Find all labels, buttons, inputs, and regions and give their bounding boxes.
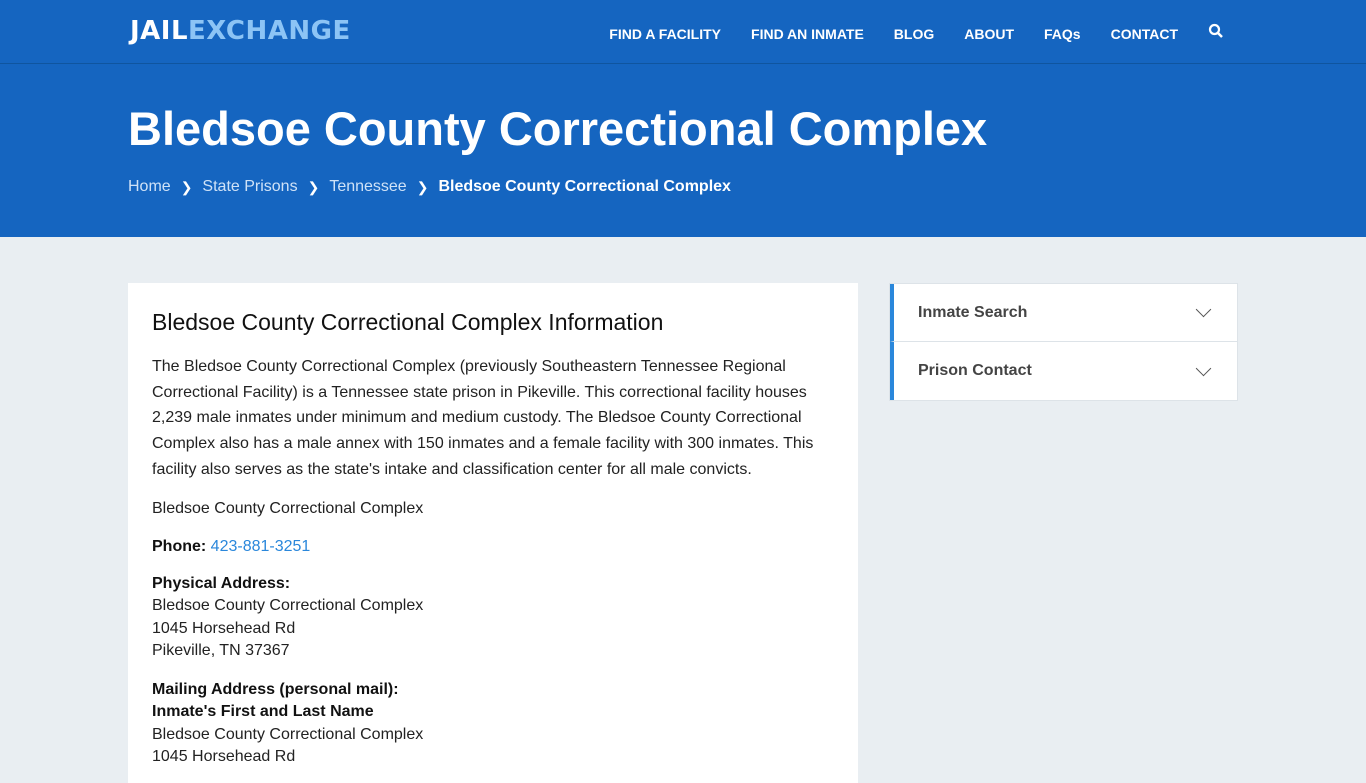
facility-info-card: [128, 283, 858, 783]
accordion-prison-contact[interactable]: [890, 342, 1237, 400]
mailing-address-label: Mailing Address (personal mail):: [152, 680, 399, 698]
chevron-down-icon: [1196, 360, 1212, 376]
nav-about[interactable]: ABOUT: [964, 25, 1015, 42]
logo-text-exchange: EXCHANGE: [188, 16, 351, 46]
hero: [0, 64, 1366, 237]
chevron-right-icon: ❯: [307, 178, 320, 195]
physical-address-label: Physical Address:: [152, 574, 291, 592]
address-line: 1045 Horsehead Rd: [152, 619, 296, 637]
phone-row: [152, 534, 834, 560]
nav-faqs[interactable]: FAQs: [1044, 25, 1081, 42]
nav-contact[interactable]: CONTACT: [1110, 25, 1178, 42]
logo[interactable]: [130, 16, 351, 46]
chevron-down-icon: [1196, 302, 1212, 318]
breadcrumb: [128, 178, 1366, 196]
search-icon[interactable]: [1208, 23, 1224, 44]
facility-name: Bledsoe County Correctional Complex: [152, 499, 424, 517]
main-nav: [609, 23, 1224, 44]
nav-blog[interactable]: BLOG: [893, 25, 935, 42]
mailing-name: Inmate's First and Last Name: [152, 703, 374, 721]
accordion-label: Prison Contact: [918, 362, 1032, 379]
phone-label: Phone:: [152, 538, 207, 556]
sidebar-accordion: [889, 283, 1238, 401]
logo-text-jail: JAIL: [130, 16, 189, 46]
address-line: 1045 Horsehead Rd: [152, 748, 296, 766]
address-line: Pikeville, TN 37367: [152, 642, 290, 660]
breadcrumb-state-prisons[interactable]: State Prisons: [202, 178, 298, 195]
nav-find-facility[interactable]: FIND A FACILITY: [609, 25, 722, 42]
address-line: Bledsoe County Correctional Complex: [152, 725, 424, 743]
breadcrumb-current: Bledsoe County Correctional Complex: [438, 178, 731, 195]
accordion-inmate-search[interactable]: [890, 284, 1237, 342]
nav-find-inmate[interactable]: FIND AN INMATE: [751, 25, 864, 42]
breadcrumb-home[interactable]: Home: [128, 178, 171, 195]
chevron-right-icon: ❯: [180, 178, 193, 195]
phone-link[interactable]: 423-881-3251: [210, 538, 311, 556]
section-heading: Bledsoe County Correctional Complex Information: [152, 309, 664, 335]
physical-address: [152, 573, 834, 663]
accordion-label: Inmate Search: [918, 303, 1028, 321]
mailing-address: [152, 679, 834, 769]
top-nav-bar: [0, 0, 1366, 64]
description: The Bledsoe County Correctional Complex (previously Southeastern Tennessee Regional Correctional Facility) is a Tennessee state prison in Pikeville. This correctional facility houses 2,239 male inmates under minimum and medium custody. The Bledsoe County Correctional Complex also has a male annex with 150 inmates and a female facility with 300 inmates. This facility also serves as the state's intake and classification center for all male convicts.: [152, 358, 814, 478]
breadcrumb-tennessee[interactable]: Tennessee: [329, 178, 407, 195]
address-line: Bledsoe County Correctional Complex: [152, 597, 424, 615]
page-title: Bledsoe County Correctional Complex: [128, 102, 988, 155]
chevron-right-icon: ❯: [416, 178, 429, 195]
